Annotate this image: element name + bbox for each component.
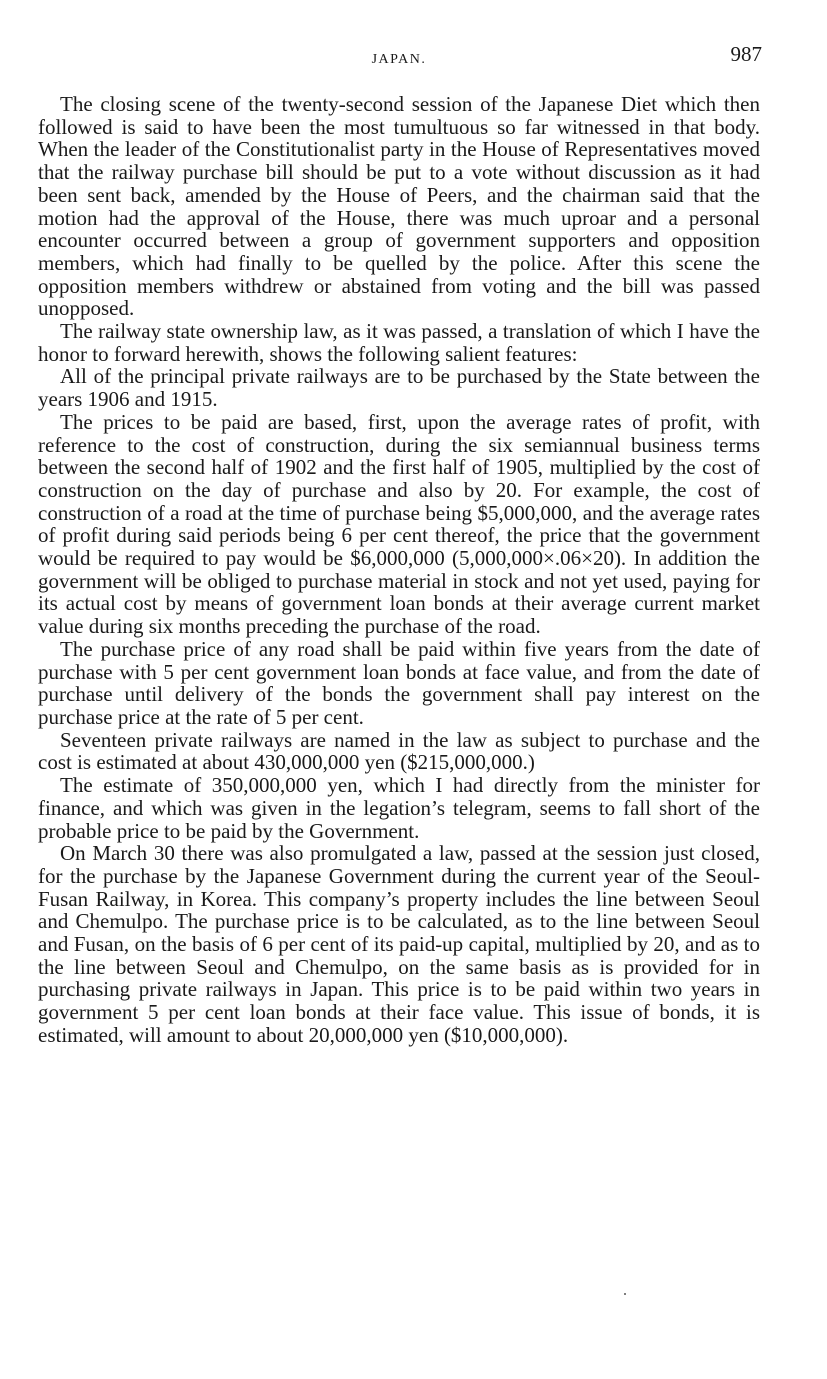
page-header [38, 40, 760, 70]
paragraph-finance-estimate: The estimate of 350,000,000 yen, which I had directly from the minister for finance, and which was given in the legation’s telegram, seems to fall short of the probable price to be paid by the Government. [38, 773, 760, 843]
document-page [38, 40, 760, 1047]
body-text [38, 93, 760, 1047]
paragraph-diet-session: The closing scene of the twenty-second session of the Japanese Diet which then followed is said to have been the most tumultuous so far witnessed in that body. When the leader of the Constitutionalist party in the House of Representatives moved that the railway purchase bill should be put to a vote without discussion as it had been sent back, amended by the House of Peers, and the chairman said that the motion had the approval of the House, there was much uproar and a personal encounter occurred between a group of government supporters and opposition members, which had finally to be quelled by the police. After this scene the opposition members withdrew or abstained from voting and the bill was passed unopposed. [38, 92, 760, 321]
paragraph-principal-railways: All of the principal private railways are to be purchased by the State between the years 1906 and 1915. [38, 364, 760, 412]
paragraph-payment-terms: The purchase price of any road shall be paid within five years from the date of purchase with 5 per cent government loan bonds at face value, and from the date of purchase until delivery of the bonds the government shall pay interest on the purchase price at the rate of 5 per cent. [38, 636, 760, 729]
running-head: JAPAN. [371, 52, 427, 67]
print-speck [624, 1293, 626, 1295]
paragraph-seoul-fusan: On March 30 there was also promulgated a law, passed at the session just closed, for the purchase by the Japanese Government during the current year of the Seoul-Fusan Railway, in Korea. This company’s property includes the line between Seoul and Chemulpo. The purchase price is to be calculated, as to the line between Seoul and Fusan, on the basis of 6 per cent of its paid-up capital, multiplied by 20, and as to the line between Seoul and Chemulpo, on the same basis as is provided for in purchasing private railways in Japan. This price is to be paid within two years in government 5 per cent loan bonds at their face value. This issue of bonds, it is estimated, will amount to about 20,000,000 yen ($10,000,000). [38, 841, 760, 1047]
paragraph-seventeen-railways: Seventeen private railways are named in the law as subject to purchase and the cost is estimated at about 430,000,000 yen ($215,000,000.) [38, 727, 760, 775]
paragraph-ownership-law: The railway state ownership law, as it was passed, a translation of which I have the honor to forward herewith, shows the following salient features: [38, 319, 760, 366]
paragraph-purchase-prices: The prices to be paid are based, first, upon the average rates of profit, with reference to the cost of construction, during the six semiannual business terms between the second half of 1902 and the first half of 1905, multiplied by the cost of construction on the day of purchase and also by 20. For example, the cost of construction of a road at the time of purchase being $5,000,000, and the average rates of profit during said periods being 6 per cent thereof, the price that the government would be required to pay would be $6,000,000 (5,000,000×.06×20). In addition the government will be obliged to purchase material in stock and not yet used, paying for its actual cost by means of government loan bonds at their average current market value during six months preceding the purchase of the road. [38, 409, 760, 639]
page-number: 987 [730, 42, 762, 66]
